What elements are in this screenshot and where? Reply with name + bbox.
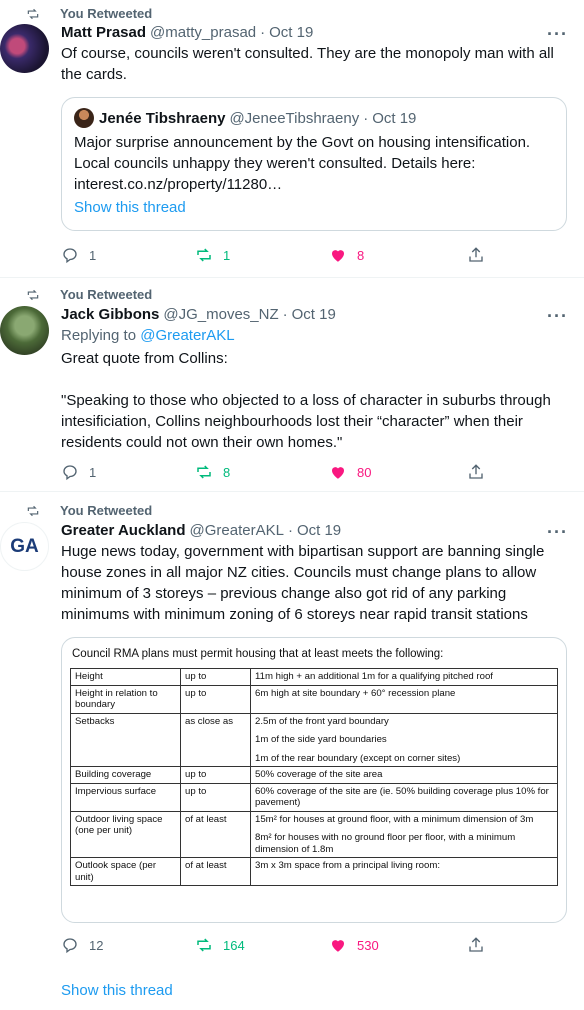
share-button[interactable] [467,463,495,481]
rma-row-label: Outdoor living space (one per unit) [71,811,181,858]
rma-row-qualifier: of at least [181,811,251,858]
rma-requirement-line: 1m of the rear boundary (except on corner sites) [255,752,461,764]
more-options-icon[interactable]: ··· [547,522,568,542]
rma-requirement-line: 6m high at site boundary + 60° recession plane [255,687,456,699]
share-icon [467,463,485,481]
replying-to: Replying to @GreaterAKL [61,327,235,344]
retweet-icon [195,936,213,954]
heart-icon [329,463,347,481]
rma-table-row [71,767,558,784]
more-options-icon[interactable]: ··· [547,24,568,44]
rma-table-row [71,713,558,767]
rma-table-row [71,669,558,686]
rma-row-qualifier: up to [181,783,251,811]
rma-table [70,668,558,886]
tweet-quote-text: "Speaking to those who objected to a loss of character in suburbs through intesificiation, Collins neighbourhoods lost their “character” when their residents could not own their own homes." [61,392,551,451]
tweet-date[interactable]: Oct 19 [296,522,342,539]
like-count: 80 [357,464,372,480]
retweet-button[interactable] [195,936,245,954]
rma-requirement-line: 11m high + an additional 1m for a qualifying pitched roof [255,671,493,682]
rma-row-label: Building coverage [71,767,181,784]
retweet-count: 1 [223,247,231,263]
rma-row-requirement [251,811,558,858]
rma-table-row [71,783,558,811]
reply-button[interactable] [61,463,96,481]
rma-requirement-line: 15m² for houses at ground floor, with a minimum dimension of 3m [255,813,534,825]
tweet-3[interactable]: You Retweeted GA ··· Greater Auckland @GreaterAKL · Oct 19 Huge news today, government with bipartisan support are banning single house zones in all major NZ cities. Councils must change plans to allow minimum of 3 storeys – previous change also got rid of any parking minimums with minimum zoning of 6 storeys near rapid transit stations [0,492,584,1010]
reply-icon [61,936,79,954]
rma-requirement-line: 60% coverage of the site are (ie. 50% building coverage plus 10% for pavement) [255,785,549,808]
author-handle[interactable]: @matty_prasad [150,24,257,41]
retweet-icon [26,288,40,302]
rma-row-label: Height [71,669,181,686]
share-button[interactable] [467,936,495,954]
tweet-1[interactable] [0,0,584,278]
retweet-icon [195,246,213,264]
avatar[interactable] [0,522,49,571]
like-button[interactable] [329,936,379,954]
author-handle[interactable]: @JG_moves_NZ [163,306,279,323]
retweet-icon [26,504,40,518]
avatar[interactable] [0,306,49,355]
avatar-logo-text: GA [10,535,39,557]
rma-requirement-line: 1m of the side yard boundaries [255,734,387,745]
reply-count: 1 [89,247,97,263]
quoted-date: Oct 19 [372,109,417,127]
rma-requirement-line: 2.5m of the front yard boundary [255,715,389,727]
rma-row-qualifier: as close as [181,713,251,767]
retweet-icon [195,463,213,481]
attached-image[interactable] [61,637,567,923]
like-button[interactable] [329,463,371,481]
tweet-header: Matt Prasad @matty_prasad · Oct 19 [61,24,314,41]
author-name[interactable]: Greater Auckland [61,522,186,539]
rma-row-qualifier: up to [181,685,251,713]
rma-row-qualifier: of at least [181,858,251,886]
retweet-count: 8 [223,464,231,480]
tweet-2[interactable]: You Retweeted ··· Jack Gibbons @JG_moves_NZ · Oct 19 Replying to @GreaterAKL Great quote from Collins: "Speaking to those who objected to a loss of character in suburbs through intesificiation, Collins neighbourhoods lost their “character” when their residents could not own their own homes." 1 8 80 [0,278,584,492]
rma-requirement-line: 3m x 3m space from a principal living room: [255,860,441,871]
tweet-text: Huge news today, government with bipartisan support are banning single house zones in all major NZ cities. Councils must change plans to allow minimum of 3 storeys – previous change also got rid of any parking minimums with minimum zoning of 6 storeys near rapid transit stations [61,543,545,623]
quoted-author-handle: @JeneeTibshraeny [229,109,360,127]
replying-to-link[interactable]: @GreaterAKL [140,327,235,344]
like-count: 8 [357,247,365,263]
retweet-button[interactable] [195,246,230,264]
reply-count: 1 [89,464,97,480]
retweet-indicator: You Retweeted [26,6,152,21]
share-icon [467,936,485,954]
tweet-date[interactable]: Oct 19 [269,24,314,41]
author-name[interactable]: Jack Gibbons [61,306,160,323]
tweet-date[interactable]: Oct 19 [291,306,336,323]
show-thread-link[interactable]: Show this thread [61,982,173,999]
like-button[interactable] [329,246,364,264]
rma-requirement-line: 8m² for houses with no ground floor per floor, with a minimum dimension of 1.8m [255,832,516,855]
rma-row-qualifier: up to [181,669,251,686]
quoted-show-thread-link[interactable]: Show this thread [74,199,186,216]
quoted-avatar [74,108,94,128]
rma-row-requirement [251,783,558,811]
retweet-count: 164 [223,937,245,953]
rma-table-row [71,811,558,858]
rma-table-row [71,858,558,886]
rma-row-requirement [251,669,558,686]
rma-row-requirement [251,858,558,886]
reply-icon [61,463,79,481]
like-count: 530 [357,937,379,953]
heart-icon [329,246,347,264]
retweet-indicator: You Retweeted [26,503,152,518]
quoted-tweet[interactable]: Jenée Tibshraeny @JeneeTibshraeny · Oct 19 Major surprise announcement by the Govt on housing intensification. Local councils unhappy they weren't consulted. Details here: interest.co.nz/property/11280… Show this thread [61,97,567,231]
tweet-text: Great quote from Collins: [61,350,228,367]
tweet-text: Of course, councils weren't consulted. They are the monopoly man with all the cards. [61,45,554,83]
quoted-author-name: Jenée Tibshraeny [99,109,226,127]
rma-row-requirement [251,713,558,767]
heart-icon [329,936,347,954]
rma-requirement-line: 50% coverage of the site area [255,769,383,780]
author-name[interactable]: Matt Prasad [61,24,147,41]
reply-button[interactable] [61,936,103,954]
retweet-icon [26,7,40,21]
image-title: Council RMA plans must permit housing that at least meets the following: [72,648,444,660]
rma-row-label: Impervious surface [71,783,181,811]
rma-row-requirement [251,685,558,713]
retweet-indicator: You Retweeted [26,287,152,302]
retweet-button[interactable] [195,463,230,481]
reply-button[interactable] [61,246,96,264]
rma-row-qualifier: up to [181,767,251,784]
author-handle[interactable]: @GreaterAKL [189,522,284,539]
rma-row-label: Setbacks [71,713,181,767]
rma-row-label: Outlook space (per unit) [71,858,181,886]
rma-row-requirement [251,767,558,784]
rma-row-label: Height in relation to boundary [71,685,181,713]
share-button[interactable] [467,246,495,264]
quoted-text: Major surprise announcement by the Govt on housing intensification. Local councils unhappy they weren't consulted. Details here: interest.co.nz/property/11280… [74,134,531,193]
reply-icon [61,246,79,264]
rma-table-row [71,685,558,713]
avatar[interactable] [0,24,49,73]
share-icon [467,246,485,264]
reply-count: 12 [89,937,104,953]
more-options-icon[interactable]: ··· [547,306,568,326]
